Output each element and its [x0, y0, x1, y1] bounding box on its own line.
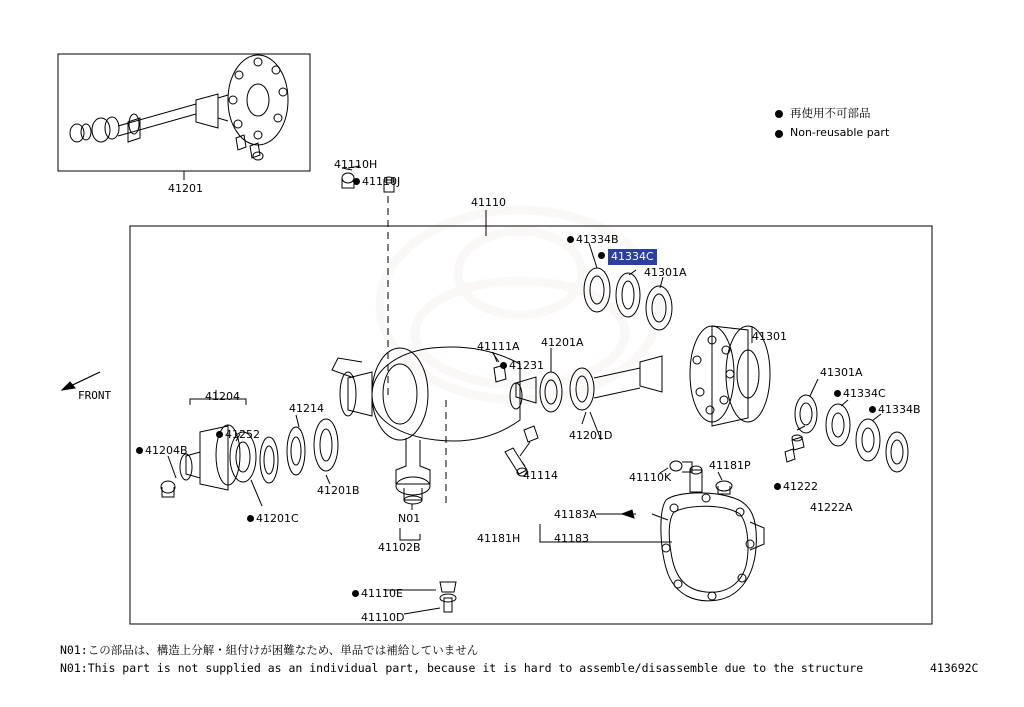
callout-41201C[interactable]: 41201C [256, 512, 299, 525]
legend-label-en: Non-reusable part [790, 126, 890, 139]
callout-41110[interactable]: 41110 [471, 196, 506, 209]
callout-41334B-top[interactable]: 41334B [576, 233, 619, 246]
callout-41110H[interactable]: 41110H [334, 158, 378, 171]
diagram-code: 413692C [930, 661, 979, 675]
legend-label-jp: 再使用不可部品 [790, 106, 871, 120]
highlight-dot [598, 252, 605, 259]
callout-41334B-right[interactable]: 41334B [878, 403, 921, 416]
callout-41183A[interactable]: 41183A [554, 508, 597, 521]
callout-41201B[interactable]: 41201B [317, 484, 360, 497]
callout-41334C[interactable]: 41334C [843, 387, 886, 400]
callout-41110D[interactable]: 41110D [361, 611, 405, 624]
callout-41204[interactable]: 41204 [205, 390, 240, 403]
dot-41222 [774, 483, 781, 490]
callout-41201A[interactable]: 41201A [541, 336, 584, 349]
dot-41110J [353, 178, 360, 185]
dot-41334C [834, 390, 841, 397]
callout-41201[interactable]: 41201 [168, 182, 203, 195]
callout-41252[interactable]: 41252 [225, 428, 260, 441]
highlighted-part-41334C[interactable]: 41334C [608, 249, 657, 265]
note-en: N01:This part is not supplied as an individual part, because it is hard to assemble/disassemble due to the structure [60, 661, 864, 675]
dot-41204B [136, 447, 143, 454]
callout-41111A[interactable]: 41111A [477, 340, 520, 353]
callout-41110K[interactable]: 41110K [629, 471, 672, 484]
watermark-logo [370, 155, 670, 455]
callout-41110E[interactable]: 41110E [361, 587, 403, 600]
callout-N01[interactable]: N01 [398, 512, 421, 525]
dot-41231 [500, 362, 507, 369]
callout-41114[interactable]: 41114 [523, 469, 558, 482]
callout-41204B[interactable]: 41204B [145, 444, 188, 457]
callout-41183[interactable]: 41183 [554, 532, 589, 545]
callout-41301A-left[interactable]: 41301A [644, 266, 687, 279]
callout-41181P[interactable]: 41181P [709, 459, 751, 472]
callout-41231[interactable]: 41231 [509, 359, 544, 372]
dot-41110E [352, 590, 359, 597]
callout-41222[interactable]: 41222 [783, 480, 818, 493]
dot-41252 [216, 431, 223, 438]
callout-41301[interactable]: 41301 [752, 330, 787, 343]
note-jp: N01:この部品は、構造上分解・組付けが困難なため、単品では補給していません [60, 643, 479, 657]
callout-41181H[interactable]: 41181H [477, 532, 521, 545]
dot-41201C [247, 515, 254, 522]
legend-dot-en [775, 130, 783, 138]
callout-41222A[interactable]: 41222A [810, 501, 853, 514]
front-direction-label: FRONT [78, 389, 112, 402]
callout-41102B[interactable]: 41102B [378, 541, 421, 554]
dot-41334B-top [567, 236, 574, 243]
callout-41110J[interactable]: 41110J [362, 175, 401, 188]
dot-41334B-right [869, 406, 876, 413]
legend-dot-jp [775, 110, 783, 118]
callout-41214[interactable]: 41214 [289, 402, 324, 415]
callout-41201D[interactable]: 41201D [569, 429, 613, 442]
callout-41301A-right[interactable]: 41301A [820, 366, 863, 379]
